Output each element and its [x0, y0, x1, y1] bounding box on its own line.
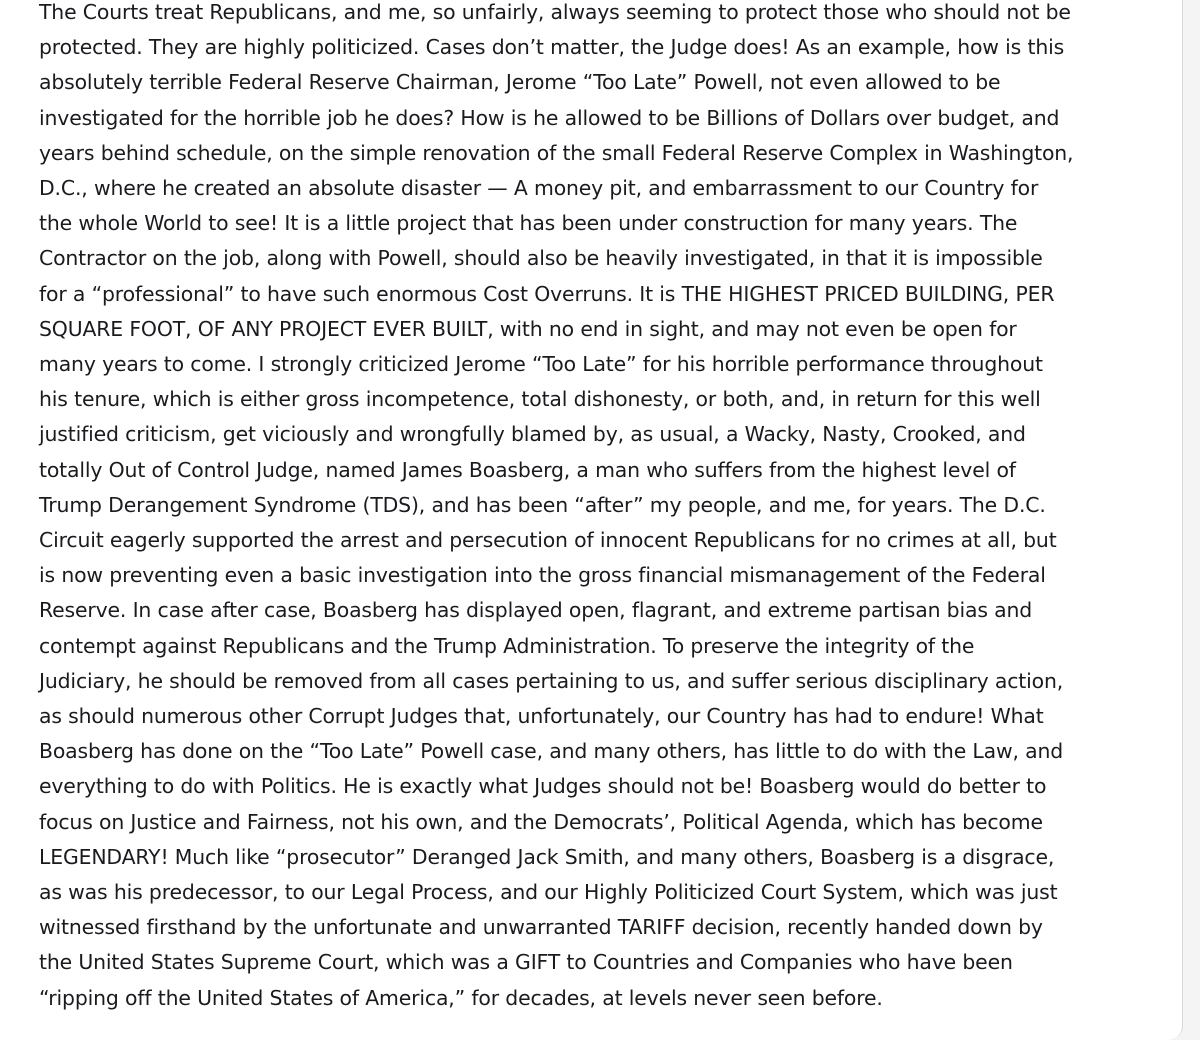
scrollbar-track[interactable] — [1184, 0, 1200, 1023]
post-text: The Courts treat Republicans, and me, so unfairly, always seeming to protect those who should not be protected. They are highly politicized. Cases don’t matter, the Judge does! As an example, how is this absolutely terrible Federal Reserve Chairman, Jerome “Too Late” Powell, not even allowed to be investigated for the horrible job he does? How is he allowed to be Billions of Dollars over budget, and years behind schedule, on the simple renovation of the small Federal Reserve Complex in Washington, D.C., where he created an absolute disaster — A money pit, and embarrassment to our Country for the whole World to see! It is a little project that has been under construction for many years. The Contractor on the job, along with Powell, should also be heavily investigated, in that it is impossible for a “professional” to have such enormous Cost Overruns. It is THE HIGHEST PRICED BUILDING, PER SQUARE FOOT, OF ANY PROJECT EVER BUILT, with no end in sight, and may not even be open for many years to come. I strongly criticized Jerome “Too Late” for his horrible performance throughout his tenure, which is either gross incompetence, total dishonesty, or both, and, in return for this well justified criticism, get viciously and wrongfully blamed by, as usual, a Wacky, Nasty, Crooked, and totally Out of Control Judge, named James Boasberg, a man who suffers from the highest level of Trump Derangement Syndrome (TDS), and has been “after” my people, and me, for years. The D.C. Circuit eagerly supported the arrest and persecution of innocent Republicans for no crimes at all, but is now preventing even a basic investigation into the gross financial mismanagement of the Federal Reserve. In case after case, Boasberg has displayed open, flagrant, and extreme partisan bias and contempt against Republicans and the Trump Administration. To preserve the integrity of the Judiciary, he should be removed from all cases pertaining to us, and suffer serious disciplinary action, as should numerous other Corrupt Judges that, unfortunately, our Country has had to endure! What Boasberg has done on the “Too Late” Powell case, and many others, has little to do with the Law, and everything to do with Politics. He is exactly what Judges should not be! Boasberg would do better to focus on Justice and Fairness, not his own, and the Democrats’, Political Agenda, which has become LEGENDARY! Much like “prosecutor” Deranged Jack Smith, and many others, Boasberg is a disgrace, as was his predecessor, to our Legal Process, and our Highly Politicized Court System, which was just witnessed firsthand by the unfortunate and unwarranted TARIFF decision, recently handed down by the United States Supreme Court, which was a GIFT to Countries and Companies who have been “ripping off the United States of America,” for decades, at levels never seen before. — [39, 0, 1074, 1010]
